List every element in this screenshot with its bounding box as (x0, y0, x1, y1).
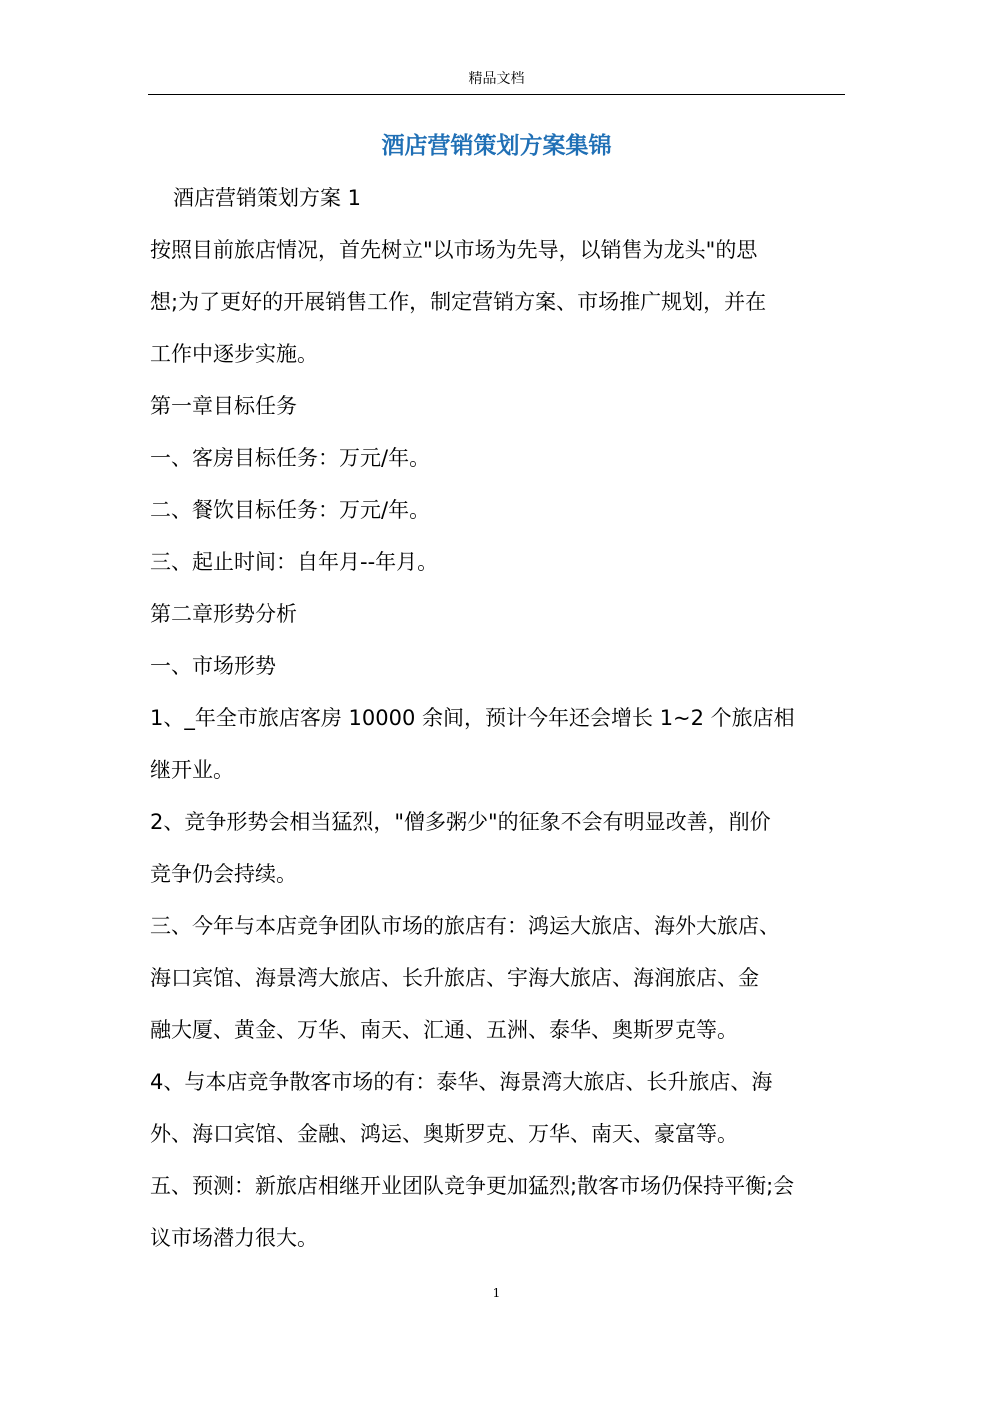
section-heading: 酒店营销策划方案 1 (173, 186, 362, 210)
paragraph-line: 外、海口宾馆、金融、鸿运、奥斯罗克、万华、南天、豪富等。 (150, 1122, 738, 1146)
page-header: 精品文档 (148, 64, 845, 95)
paragraph-line: 三、今年与本店竞争团队市场的旅店有：鸿运大旅店、海外大旅店、 (150, 914, 780, 938)
subsection-heading: 一、市场形势 (150, 654, 276, 678)
document-title: 酒店营销策划方案集锦 (381, 132, 612, 159)
paragraph-line: 五、预测：新旅店相继开业团队竞争更加猛烈;散客市场仍保持平衡;会 (150, 1174, 795, 1198)
paragraph-line: 二、餐饮目标任务：万元/年。 (150, 498, 431, 522)
paragraph-line: 海口宾馆、海景湾大旅店、长升旅店、宇海大旅店、海润旅店、金 (150, 966, 759, 990)
paragraph-line: 4、与本店竞争散客市场的有：泰华、海景湾大旅店、长升旅店、海 (150, 1070, 773, 1094)
paragraph-line: 工作中逐步实施。 (150, 342, 318, 366)
paragraph-line: 融大厦、黄金、万华、南天、汇通、五洲、泰华、奥斯罗克等。 (150, 1018, 738, 1042)
paragraph-line: 想;为了更好的开展销售工作，制定营销方案、市场推广规划，并在 (150, 290, 767, 314)
paragraph-line: 三、起止时间：自年月--年月。 (150, 550, 439, 574)
paragraph-line: 议市场潜力很大。 (150, 1226, 318, 1250)
chapter-heading: 第二章形势分析 (150, 602, 297, 626)
document-body (150, 172, 877, 1264)
paragraph-line: 一、客房目标任务：万元/年。 (150, 446, 431, 470)
paragraph-line: 2、竞争形势会相当猛烈，"僧多粥少"的征象不会有明显改善，削价 (150, 810, 771, 834)
paragraph-line: 竞争仍会持续。 (150, 862, 297, 886)
paragraph-line: 继开业。 (150, 758, 234, 782)
paragraph-line: 按照目前旅店情况，首先树立"以市场为先导，以销售为龙头"的思 (150, 238, 758, 262)
paragraph-line: 1、_年全市旅店客房 10000 余间，预计今年还会增长 1~2 个旅店相 (150, 706, 795, 730)
chapter-heading: 第一章目标任务 (150, 394, 297, 418)
page-number: 1 (492, 1286, 501, 1300)
